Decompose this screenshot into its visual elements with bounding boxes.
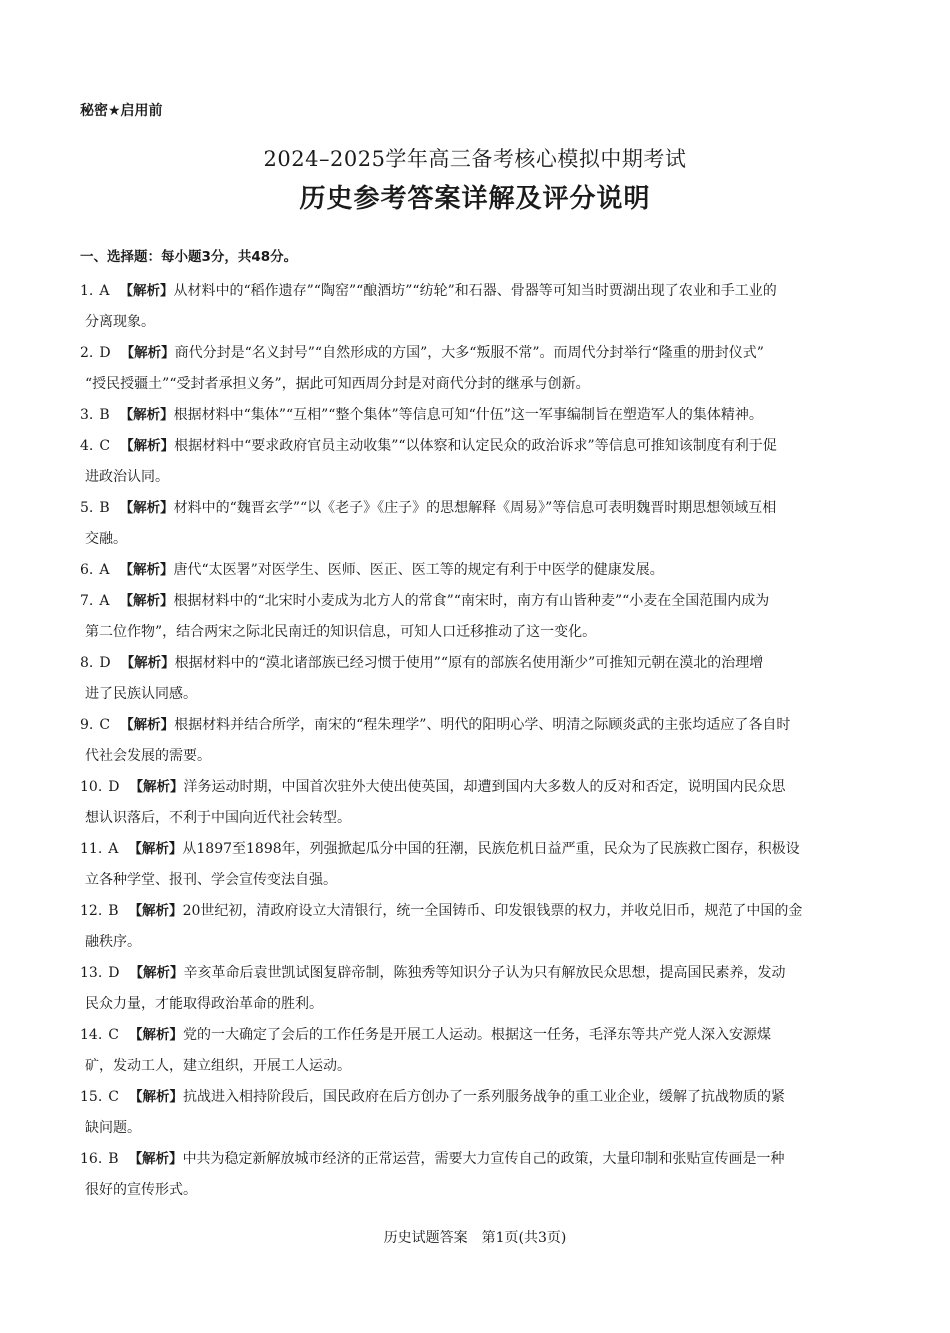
analysis-text-continued: 代社会发展的需要。 — [85, 748, 211, 764]
analysis-tag: 【解析】 — [119, 407, 174, 423]
analysis-tag: 【解析】 — [128, 1089, 183, 1105]
answer-letter: B — [108, 1151, 119, 1167]
analysis-text-continued: 想认识落后，不利于中国向近代社会转型。 — [85, 810, 351, 826]
analysis-tag: 【解析】 — [120, 717, 175, 733]
answer-line — [80, 493, 872, 524]
question-number: 7. — [80, 593, 94, 609]
answer-line — [80, 586, 872, 617]
analysis-text-continued: 进了民族认同感。 — [85, 686, 197, 702]
answer-letter: D — [99, 345, 111, 361]
analysis-text-continued: 融秩序。 — [85, 934, 141, 950]
analysis-text: 中共为稳定新解放城市经济的正常运营，需要大力宣传自己的政策，大量印制和张贴宣传画是一种 — [182, 1151, 785, 1167]
answer-item — [80, 896, 872, 958]
question-number: 1. — [80, 283, 94, 299]
answer-item — [80, 648, 872, 710]
analysis-tag: 【解析】 — [128, 903, 183, 919]
analysis-tag: 【解析】 — [128, 841, 183, 857]
analysis-text: 抗战进入相持阶段后，国民政府在后方创办了一系列服务战争的重工业企业，缓解了抗战物质的紧 — [182, 1089, 785, 1105]
question-number: 11. — [80, 841, 103, 857]
answer-letter: C — [108, 1027, 119, 1043]
question-number: 10. — [80, 779, 103, 795]
answer-item — [80, 710, 872, 772]
answer-item — [80, 1020, 872, 1082]
analysis-text: 党的一大确定了会后的工作任务是开展工人运动。根据这一任务，毛泽东等共产党人深入安源煤 — [182, 1027, 771, 1043]
question-number: 4. — [80, 438, 94, 454]
section-heading: 一、选择题：每小题3分，共48分。 — [80, 249, 298, 265]
answer-item — [80, 1082, 872, 1144]
analysis-text-continued: 交融。 — [85, 531, 127, 547]
exam-title: 2024–2025学年高三备考核心模拟中期考试 — [263, 147, 687, 171]
analysis-text: 根据材料中“集体”“互相”“整个集体”等信息可知“什伍”这一军事编制旨在塑造军人的集体精神。 — [173, 407, 763, 423]
analysis-tag: 【解析】 — [129, 779, 184, 795]
answer-line — [80, 1020, 872, 1051]
analysis-text: 20世纪初，清政府设立大清银行，统一全国铸币、印发银钱票的权力，并收兑旧币，规范了中国的金 — [182, 903, 803, 919]
answer-line — [80, 1082, 872, 1113]
answer-line — [80, 772, 872, 803]
answer-item — [80, 834, 872, 896]
analysis-text: 唐代“太医署”对医学生、医师、医正、医工等的规定有利于中医学的健康发展。 — [173, 562, 664, 578]
analysis-text-continued: 第二位作物”，结合两宋之际北民南迁的知识信息，可知人口迁移推动了这一变化。 — [85, 624, 597, 640]
question-number: 15. — [80, 1089, 103, 1105]
analysis-text: 商代分封是“名义封号”“自然形成的方国”，大多“叛服不常”。而周代分封举行“隆重的册封仪式” — [174, 345, 764, 361]
question-number: 2. — [80, 345, 94, 361]
answer-item — [80, 555, 872, 586]
analysis-tag: 【解析】 — [119, 500, 174, 516]
page-footer: 历史试题答案 第1页(共3页) — [383, 1230, 567, 1246]
analysis-tag: 【解析】 — [120, 345, 175, 361]
answer-letter: D — [108, 779, 120, 795]
analysis-text: 从1897至1898年，列强掀起瓜分中国的狂潮，民族危机日益严重，民众为了民族救亡图存，积极设 — [182, 841, 800, 857]
analysis-text-continued: 民众力量，才能取得政治革命的胜利。 — [85, 996, 323, 1012]
answer-line — [80, 276, 872, 307]
answer-item — [80, 276, 872, 338]
analysis-text: 根据材料并结合所学，南宋的“程朱理学”、明代的阳明心学、明清之际顾炎武的主张均适应了各自时 — [174, 717, 791, 733]
analysis-text-continued: 分离现象。 — [85, 314, 155, 330]
answer-letter: A — [99, 562, 110, 578]
answer-letter: A — [99, 593, 110, 609]
answer-letter: C — [99, 438, 111, 454]
confidential-label: 秘密★启用前 — [80, 103, 163, 119]
answer-item — [80, 586, 872, 648]
answer-letter: B — [99, 500, 110, 516]
answer-item — [80, 772, 872, 834]
answer-item — [80, 431, 872, 493]
question-number: 12. — [80, 903, 103, 919]
analysis-text: 从材料中的“稻作遗存”“陶窑”“酿酒坊”“纺轮”和石器、骨器等可知当时贾湖出现了农业和手工业的 — [173, 283, 777, 299]
analysis-tag: 【解析】 — [119, 283, 174, 299]
question-number: 3. — [80, 407, 94, 423]
answer-line — [80, 834, 872, 865]
analysis-tag: 【解析】 — [128, 1027, 183, 1043]
answer-line — [80, 400, 872, 431]
answer-line — [80, 555, 872, 586]
analysis-tag: 【解析】 — [119, 593, 174, 609]
question-number: 8. — [80, 655, 94, 671]
document-title: 历史参考答案详解及评分说明 — [299, 184, 651, 214]
answer-letter: C — [99, 717, 111, 733]
question-number: 5. — [80, 500, 94, 516]
analysis-tag: 【解析】 — [129, 965, 184, 981]
answer-line — [80, 710, 872, 741]
answer-item — [80, 493, 872, 555]
question-number: 14. — [80, 1027, 103, 1043]
answer-line — [80, 896, 872, 927]
question-number: 13. — [80, 965, 103, 981]
answer-line — [80, 338, 872, 369]
analysis-text-continued: 很好的宣传形式。 — [85, 1182, 197, 1198]
answer-item — [80, 1144, 872, 1206]
analysis-text: 根据材料中“要求政府官员主动收集”“以体察和认定民众的政治诉求”等信息可推知该制度有利于促 — [174, 438, 777, 454]
analysis-text: 洋务运动时期，中国首次驻外大使出使英国，却遭到国内大多数人的反对和否定，说明国内民众思 — [183, 779, 786, 795]
answer-letter: A — [108, 841, 119, 857]
analysis-tag: 【解析】 — [128, 1151, 183, 1167]
analysis-tag: 【解析】 — [120, 438, 175, 454]
analysis-tag: 【解析】 — [120, 655, 175, 671]
analysis-text: 辛亥革命后袁世凯试图复辟帝制，陈独秀等知识分子认为只有解放民众思想，提高国民素养，发动 — [183, 965, 786, 981]
answer-line — [80, 958, 872, 989]
analysis-text: 根据材料中的“北宋时小麦成为北方人的常食”“南宋时，南方有山皆种麦”“小麦在全国范围内成为 — [173, 593, 770, 609]
analysis-tag: 【解析】 — [119, 562, 174, 578]
answer-letter: D — [99, 655, 111, 671]
answer-letter: C — [108, 1089, 119, 1105]
question-number: 16. — [80, 1151, 103, 1167]
analysis-text: 材料中的“魏晋玄学”“以《老子》《庄子》的思想解释《周易》”等信息可表明魏晋时期思想领域互相 — [173, 500, 777, 516]
answer-item — [80, 338, 872, 400]
answer-letter: B — [108, 903, 119, 919]
analysis-text-continued: 进政治认同。 — [85, 469, 169, 485]
answer-line — [80, 431, 872, 462]
answer-item — [80, 400, 872, 431]
answer-letter: A — [99, 283, 110, 299]
answer-line — [80, 648, 872, 679]
answer-list — [80, 276, 872, 1206]
question-number: 9. — [80, 717, 94, 733]
question-number: 6. — [80, 562, 94, 578]
analysis-text-continued: 立各种学堂、报刊、学会宣传变法自强。 — [85, 872, 337, 888]
analysis-text-continued: “授民授疆土”“受封者承担义务”，据此可知西周分封是对商代分封的继承与创新。 — [85, 376, 590, 392]
answer-letter: D — [108, 965, 120, 981]
answer-item — [80, 958, 872, 1020]
analysis-text-continued: 矿，发动工人，建立组织，开展工人运动。 — [85, 1058, 351, 1074]
analysis-text: 根据材料中的“漠北诸部族已经习惯于使用”“原有的部族名使用渐少”可推知元朝在漠北的治理增 — [174, 655, 764, 671]
answer-line — [80, 1144, 872, 1175]
analysis-text-continued: 缺问题。 — [85, 1120, 141, 1136]
answer-letter: B — [99, 407, 110, 423]
